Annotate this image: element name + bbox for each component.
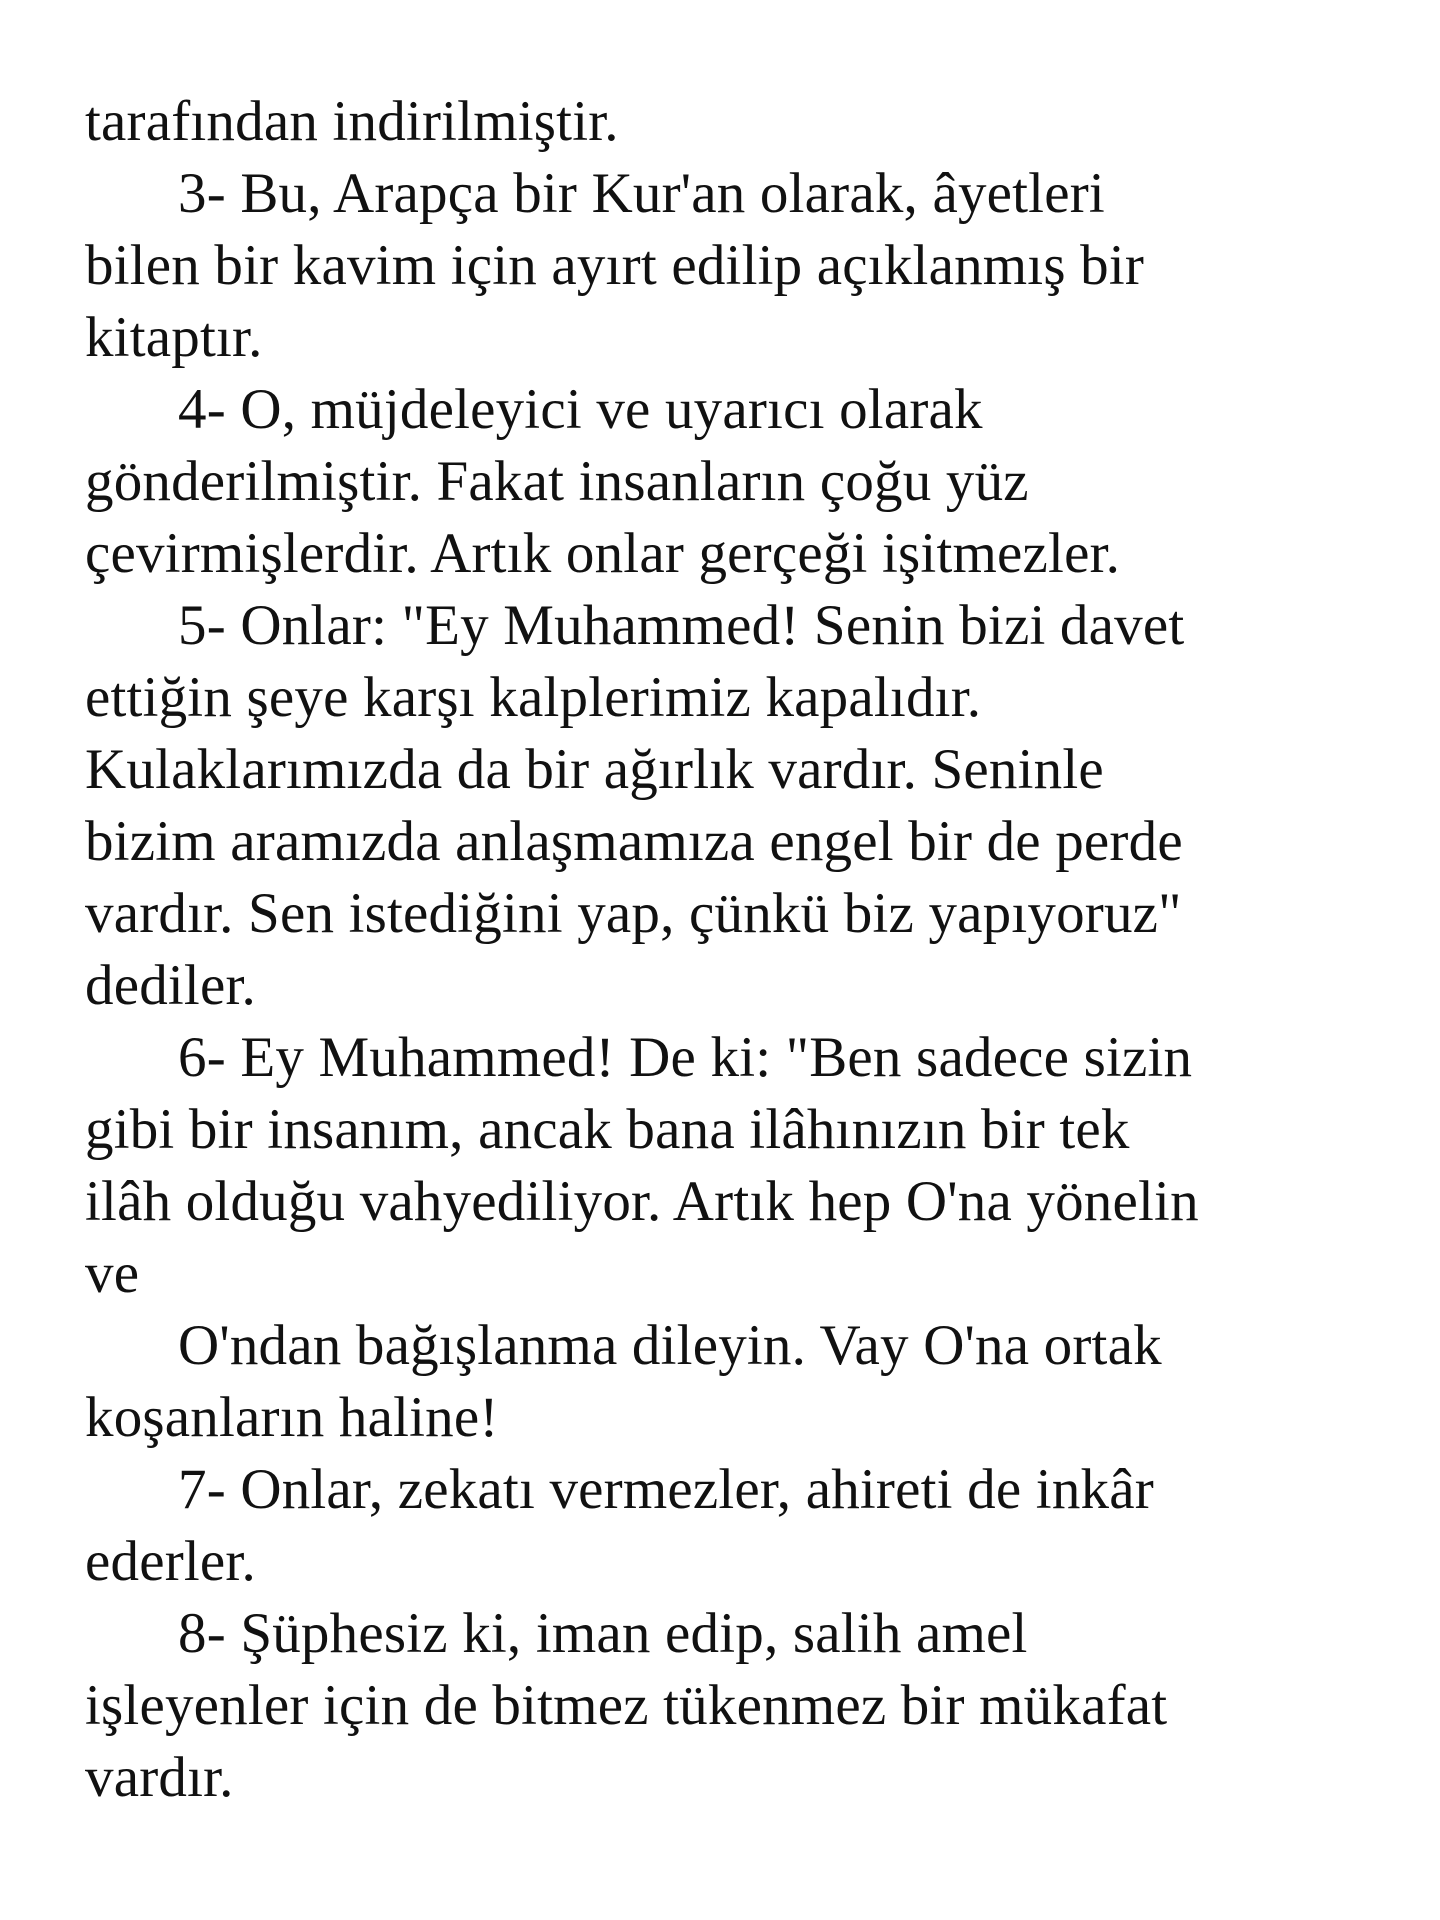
text-line: kitaptır. xyxy=(85,306,263,369)
text-line: koşanların haline! xyxy=(85,1386,499,1449)
text-line: çevirmişlerdir. Artık onlar gerçeği işitmezler. xyxy=(85,522,1121,585)
text-line: vardır. Sen istediğini yap, çünkü biz yapıyoruz" xyxy=(85,882,1182,945)
text-line: 6- Ey Muhammed! De ki: "Ben sadece sizin xyxy=(178,1026,1193,1089)
text-line: 7- Onlar, zekatı vermezler, ahireti de inkâr xyxy=(178,1458,1154,1521)
text-line: ve xyxy=(85,1242,140,1305)
text-line: Kulaklarımızda da bir ağırlık vardır. Seninle xyxy=(85,738,1104,801)
text-line: bizim aramızda anlaşmamıza engel bir de perde xyxy=(85,810,1183,873)
text-line: ettiğin şeye karşı kalplerimiz kapalıdır. xyxy=(85,666,982,729)
text-line: işleyenler için de bitmez tükenmez bir mükafat xyxy=(85,1674,1168,1737)
text-line: gibi bir insanım, ancak bana ilâhınızın bir tek xyxy=(85,1098,1130,1161)
text-line: tarafından indirilmiştir. xyxy=(85,90,619,153)
text-line: bilen bir kavim için ayırt edilip açıklanmış bir xyxy=(85,234,1145,297)
text-line: dediler. xyxy=(85,954,256,1017)
text-line: O'ndan bağışlanma dileyin. Vay O'na ortak xyxy=(178,1314,1162,1377)
text-line: ederler. xyxy=(85,1530,256,1593)
text-line: ilâh olduğu vahyediliyor. Artık hep O'na yönelin xyxy=(85,1170,1199,1233)
text-line: 8- Şüphesiz ki, iman edip, salih amel xyxy=(178,1602,1028,1665)
document-text xyxy=(85,86,1385,1814)
text-line: 5- Onlar: "Ey Muhammed! Senin bizi davet xyxy=(178,594,1185,657)
text-line: vardır. xyxy=(85,1746,234,1809)
text-line: gönderilmiştir. Fakat insanların çoğu yüz xyxy=(85,450,1029,513)
text-line: 3- Bu, Arapça bir Kur'an olarak, âyetleri xyxy=(178,162,1105,225)
text-line: 4- O, müjdeleyici ve uyarıcı olarak xyxy=(178,378,983,441)
